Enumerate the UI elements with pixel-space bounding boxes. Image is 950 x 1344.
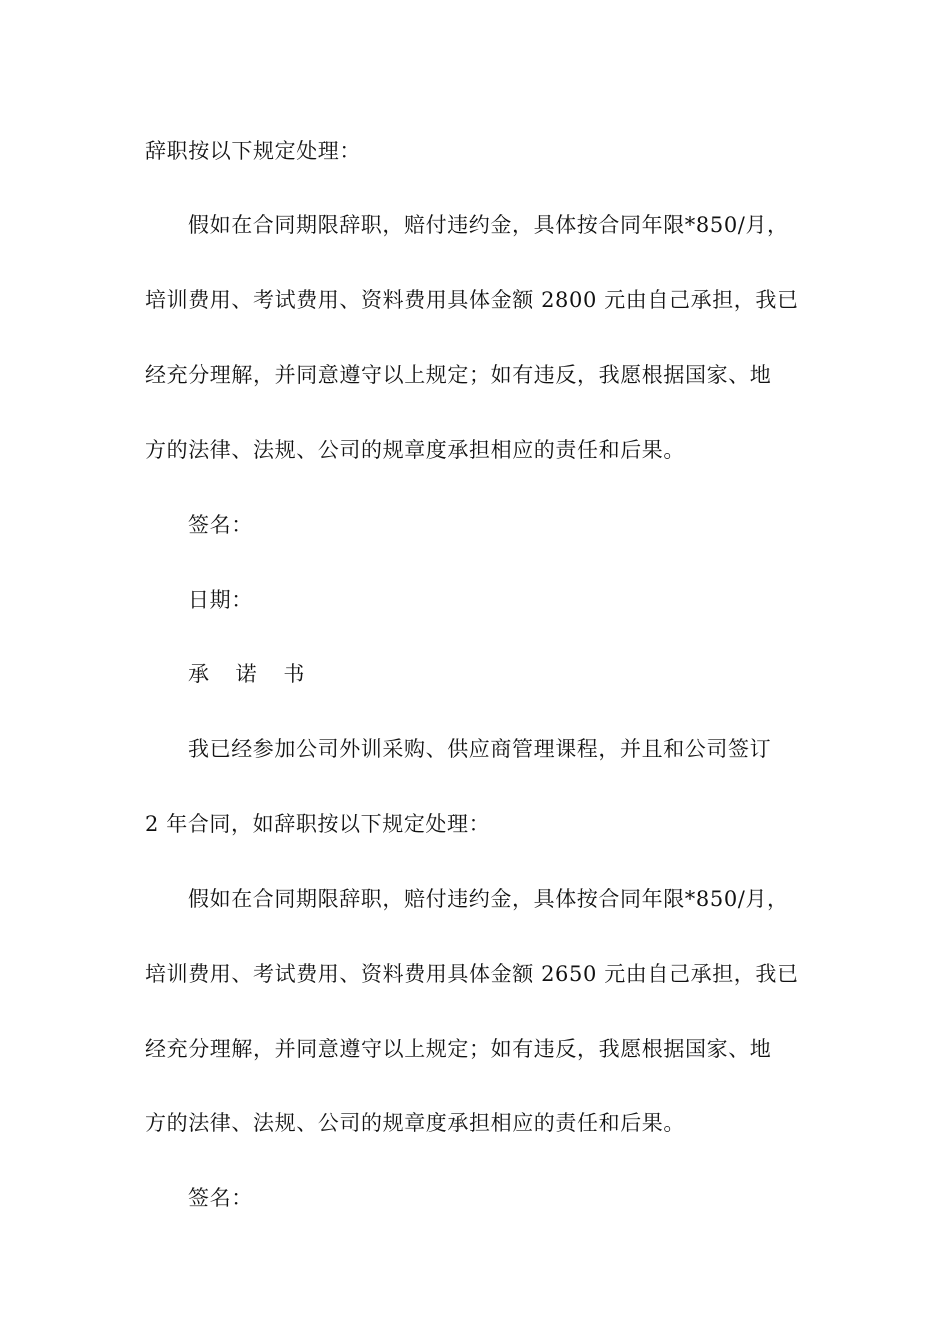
signature-label: 签名： xyxy=(188,1186,253,1210)
paragraph-line: 2 年合同，如辞职按以下规定处理： xyxy=(145,812,491,836)
paragraph-line: 辞职按以下规定处理： xyxy=(145,139,361,163)
paragraph-line: 方的法律、法规、公司的规章度承担相应的责任和后果。 xyxy=(145,1111,685,1135)
paragraph-line: 方的法律、法规、公司的规章度承担相应的责任和后果。 xyxy=(145,438,685,462)
date-label: 日期： xyxy=(188,588,253,612)
signature-label: 签名： xyxy=(188,513,253,537)
paragraph-line: 培训费用、考试费用、资料费用具体金额 2800 元由自己承担，我已 xyxy=(145,288,799,312)
paragraph-line: 培训费用、考试费用、资料费用具体金额 2650 元由自己承担，我已 xyxy=(145,962,799,986)
paragraph-line: 假如在合同期限辞职，赔付违约金，具体按合同年限*850/月， xyxy=(188,213,789,237)
document-title: 承 诺 书 xyxy=(188,662,315,686)
paragraph-line: 经充分理解，并同意遵守以上规定；如有违反，我愿根据国家、地 xyxy=(145,1037,772,1061)
paragraph-line: 经充分理解，并同意遵守以上规定；如有违反，我愿根据国家、地 xyxy=(145,363,772,387)
paragraph-line: 我已经参加公司外训采购、供应商管理课程，并且和公司签订 xyxy=(188,737,772,761)
paragraph-line: 假如在合同期限辞职，赔付违约金，具体按合同年限*850/月， xyxy=(188,887,789,911)
